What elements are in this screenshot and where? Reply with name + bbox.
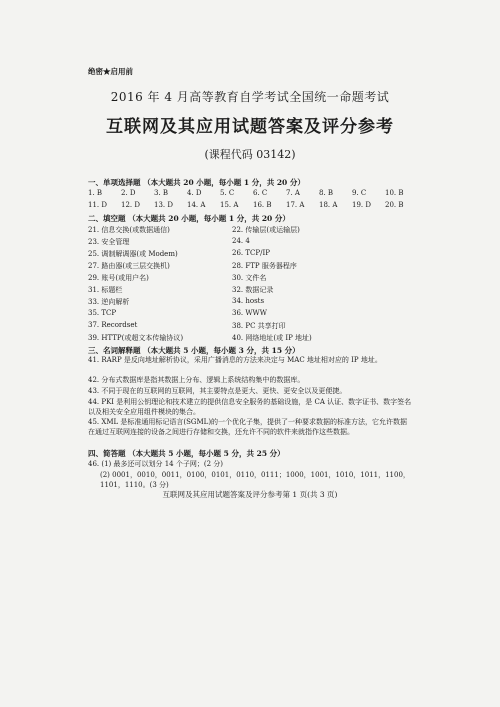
mc-answer: 20. B <box>385 201 404 209</box>
mc-answer: 10. B <box>385 189 404 197</box>
mc-answer: 12. D <box>121 201 140 209</box>
definition-answer: 44. PKI 是利用公钥理论和技术建立的提供信息安全服务的基础设施，是 CA 认证、数字证书、数字签名以及相关安全应用组件模块的集合。 <box>88 398 412 416</box>
fill-answer: 23. 安全管理 <box>88 238 130 246</box>
mc-answers-row-1 <box>88 189 418 197</box>
mc-answer: 6. C <box>253 189 268 197</box>
mc-answer: 19. D <box>352 201 371 209</box>
mc-answer: 1. B <box>88 189 103 197</box>
page-footer: 互联网及其应用试题答案及评分参考第 1 页(共 3 页) <box>162 490 338 499</box>
fill-answer: 32. 数据记录 <box>232 286 274 294</box>
fill-answer: 33. 逆向解析 <box>88 298 130 306</box>
fill-answer: 35. TCP <box>88 309 117 317</box>
mc-answer: 5. C <box>220 189 235 197</box>
fill-answer: 28. FTP 服务器程序 <box>232 262 297 270</box>
fill-answer: 36. WWW <box>232 309 267 317</box>
exam-title: 2016 年 4 月高等教育自学考试全国统一命题考试 <box>110 90 390 104</box>
definition-answer: 43. 不同于现在的互联网的互联网，其主要特点是更大、更快、更安全以及更便捷。 <box>88 387 347 395</box>
mc-answer: 11. D <box>88 201 107 209</box>
short-answer-46-part-1: 46. (1) 最多还可以划分 14 个子网；(2 分) <box>88 460 223 468</box>
definition-answer: 42. 分布式数据库是指其数据上分布、逻辑上系统结构集中的数据库。 <box>88 376 305 384</box>
fill-answer: 22. 传输层(或运输层) <box>232 226 300 234</box>
fill-answer: 37. Recordset <box>88 321 138 329</box>
fill-answer: 21. 信息交换(或数据通信) <box>88 226 170 234</box>
mc-answer: 14. A <box>187 201 206 209</box>
mc-answer: 16. B <box>253 201 272 209</box>
mc-answer: 8. B <box>319 189 334 197</box>
section-heading-short-answer: 四、简答题 （本大题共 5 小题，每小题 5 分，共 25 分） <box>88 449 285 458</box>
fill-answer: 38. PC 共享打印 <box>232 322 286 330</box>
fill-answer: 27. 路由器(或三层交换机) <box>88 262 170 270</box>
mc-answer: 9. C <box>352 189 367 197</box>
mc-answer: 2. D <box>121 189 136 197</box>
mc-answer: 17. A <box>286 201 305 209</box>
fill-answer: 39. HTTP(或超文本传输协议) <box>88 334 184 342</box>
section-heading-multiple-choice: 一、单项选择题 （本大题共 20 小题，每小题 1 分，共 20 分） <box>88 178 305 187</box>
mc-answer: 3. B <box>154 189 169 197</box>
fill-answer: 26. TCP/IP <box>232 249 270 257</box>
fill-answer: 31. 标题栏 <box>88 286 123 294</box>
mc-answer: 18. A <box>319 201 338 209</box>
confidential-label: 绝密★启用前 <box>88 67 133 76</box>
fill-answer: 34. hosts <box>232 297 265 305</box>
mc-answers-row-2 <box>88 201 418 209</box>
fill-answer: 25. 调制解调器(或 Modem) <box>88 250 178 258</box>
section-heading-fill-in: 二、填空题 （本大题共 20 小题，每小题 1 分，共 20 分） <box>88 214 290 223</box>
page-title: 互联网及其应用试题答案及评分参考 <box>106 117 394 137</box>
definition-answer: 41. RARP 是反向地址解析协议，采用广播消息的方法来决定与 MAC 地址相对应的 IP 地址。 <box>88 356 382 364</box>
short-answer-46-part-2: (2) 0001，0010，0011，0100，0101，0110，0111；1000，1001，1010，1011，1100，1101，1110。(3 分) <box>100 471 410 489</box>
fill-answer: 30. 文件名 <box>232 274 267 282</box>
definition-answer: 45. XML 是标准通用标记语言(SGML)的一个优化子集，提供了一种要求数据的标准方法，它允许数据在通过互联网连接的设备之间进行存储和交换，还允许不同的软件来就指作这些数据。 <box>88 418 408 436</box>
section-heading-definitions: 三、名词解释题 （本大题共 5 小题，每小题 3 分，共 15 分） <box>88 346 300 355</box>
mc-answer: 15. A <box>220 201 239 209</box>
fill-answer: 40. 网络地址(或 IP 地址) <box>232 334 312 342</box>
mc-answer: 13. D <box>154 201 173 209</box>
fill-answer: 24. 4 <box>232 237 250 245</box>
mc-answer: 4. D <box>187 189 202 197</box>
course-code: (课程代码 03142) <box>204 148 296 161</box>
mc-answer: 7. A <box>286 189 300 197</box>
fill-answer: 29. 账号(或用户名) <box>88 274 149 282</box>
